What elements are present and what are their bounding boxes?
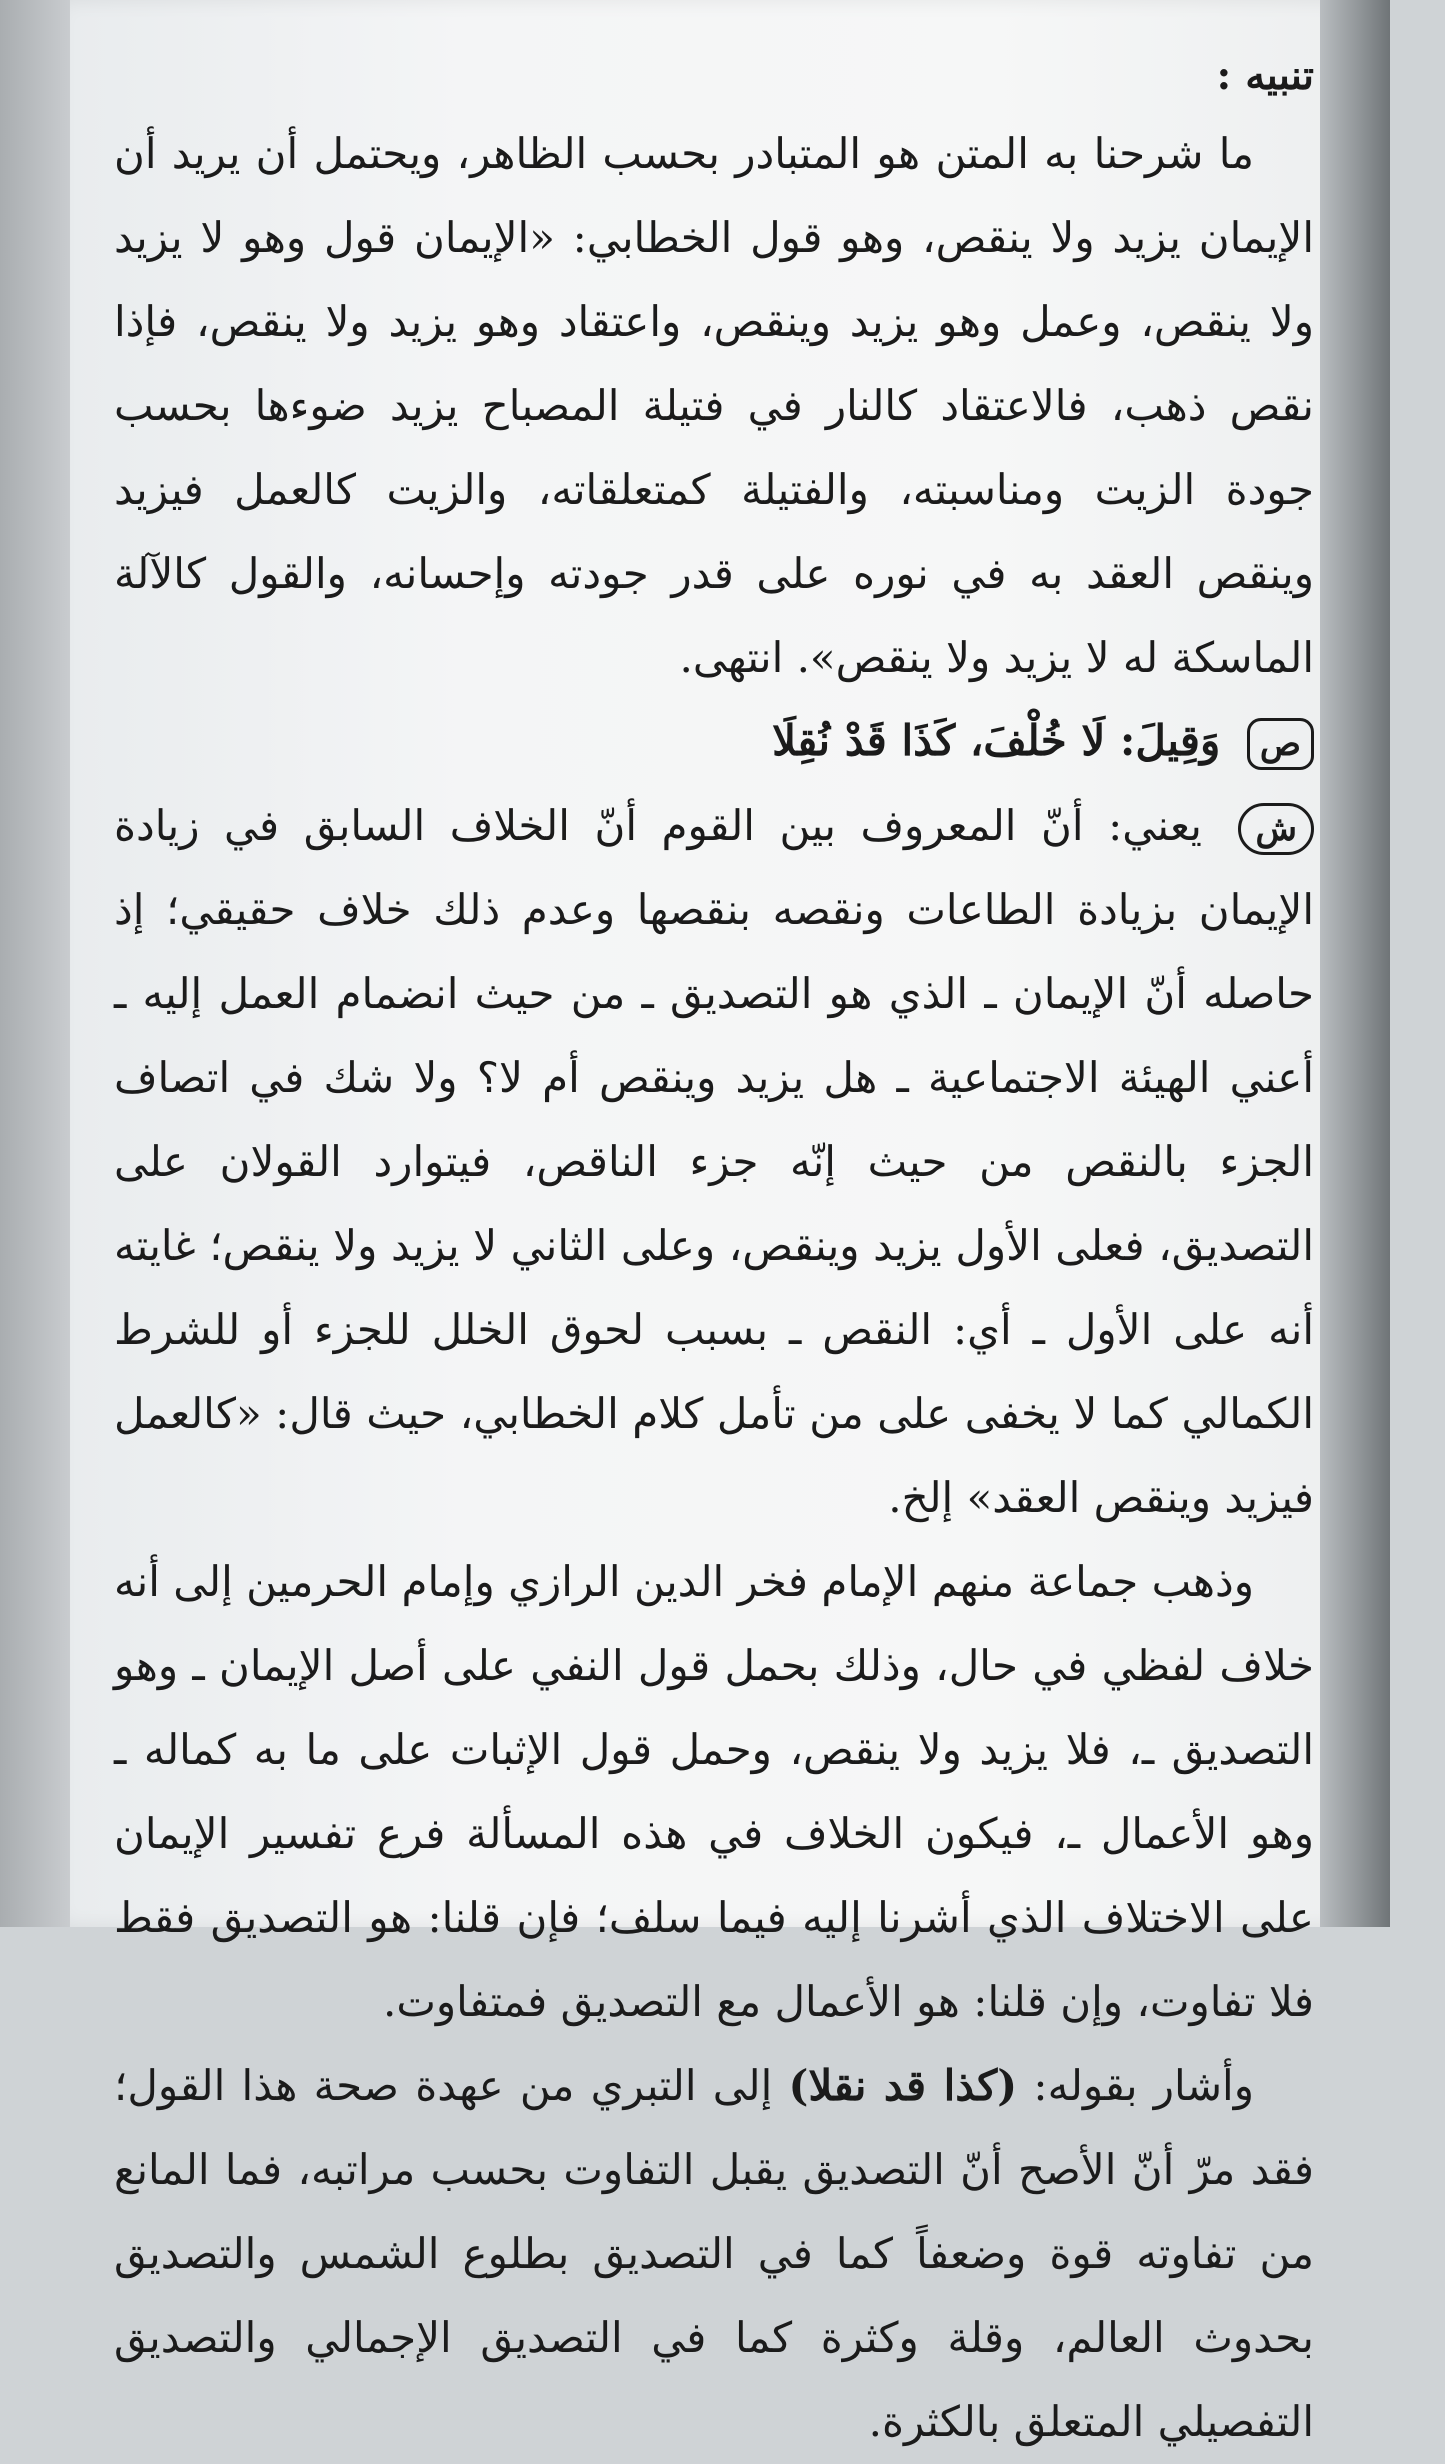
note-paragraph: ما شرحنا به المتن هو المتبادر بحسب الظاهر، ويحتمل أن يريد أن الإيمان يزيد ولا ينقص، وهو قول الخطابي: «الإيمان قول وهو لا يزيد ولا ينقص، وعمل وهو يزيد وينقص، واعتقاد وهو يزيد ولا ينقص، فإذا نقص ذهب، فالاعتقاد كالنار في فتيلة المصباح يزيد ضوءها بحسب جودة الزيت ومناسبته، والفتيلة كمتعلقاته، والزيت كالعمل فيزيد وينقص العقد به في نوره على قدر جودته وإحسانه، والقول كالآلة الماسكة له لا يزيد ولا ينقص». انتهى. (114, 129, 1314, 682)
verse-line (114, 706, 1314, 776)
quoted-phrase: (كذا قد نقلا) (788, 2061, 1018, 2110)
paragraph-three-rest: إلى التبري من عهدة صحة هذا القول؛ فقد مرّ أنّ الأصح أنّ التصديق يقبل التفاوت بحسب مراتبه، فما المانع من تفاوته قوة وضعفاً كما في التصديق بطلوع الشمس والتصديق بحدوث العالم، وقلة وكثرة كما في التصديق الإجمالي والتصديق التفصيلي المتعلق بالكثرة. (114, 2061, 1314, 2446)
book-page (70, 0, 1390, 2446)
commentary-paragraph (114, 784, 1314, 1540)
book-spine-shadow (1320, 0, 1390, 1927)
page-text (114, 40, 1314, 2464)
verse-marker: ص (1247, 718, 1314, 770)
paragraph-two: وذهب جماعة منهم الإمام فخر الدين الرازي وإمام الحرمين إلى أنه خلاف لفظي في حال، وذلك بحمل قول النفي على أصل الإيمان ـ وهو التصديق ـ، فلا يزيد ولا ينقص، وحمل قول الإثبات على ما به كماله ـ وهو الأعمال ـ، فيكون الخلاف في هذه المسألة فرع تفسير الإيمان على الاختلاف الذي أشرنا إليه فيما سلف؛ فإن قلنا: هو التصديق فقط فلا تفاوت، وإن قلنا: هو الأعمال مع التصديق فمتفاوت. (114, 1557, 1314, 2026)
verse-text: وَقِيلَ: لَا خُلْفَ، كَذَا قَدْ نُقِلَا (772, 716, 1221, 765)
paragraph-three (114, 2044, 1314, 2464)
note-heading: تنبيه : (1216, 52, 1314, 99)
page-left-edge (0, 0, 70, 1927)
paragraph-three-lead: وأشار بقوله: (1017, 2061, 1254, 2110)
commentary-text: يعني: أنّ المعروف بين القوم أنّ الخلاف السابق في زيادة الإيمان بزيادة الطاعات ونقصه بنقصها وعدم ذلك خلاف حقيقي؛ إذ حاصله أنّ الإيمان ـ الذي هو التصديق ـ من حيث انضمام العمل إليه ـ أعني الهيئة الاجتماعية ـ هل يزيد وينقص أم لا؟ ولا شك في اتصاف الجزء بالنقص من حيث إنّه جزء الناقص، فيتوارد القولان على التصديق، فعلى الأول يزيد وينقص، وعلى الثاني لا يزيد ولا ينقص؛ غايته أنه على الأول ـ أي: النقص ـ بسبب لحوق الخلل للجزء أو للشرط الكمالي كما لا يخفى على من تأمل كلام الخطابي، حيث قال: «كالعمل فيزيد وينقص العقد» إلخ. (114, 801, 1314, 1522)
commentary-marker: ش (1238, 803, 1314, 855)
